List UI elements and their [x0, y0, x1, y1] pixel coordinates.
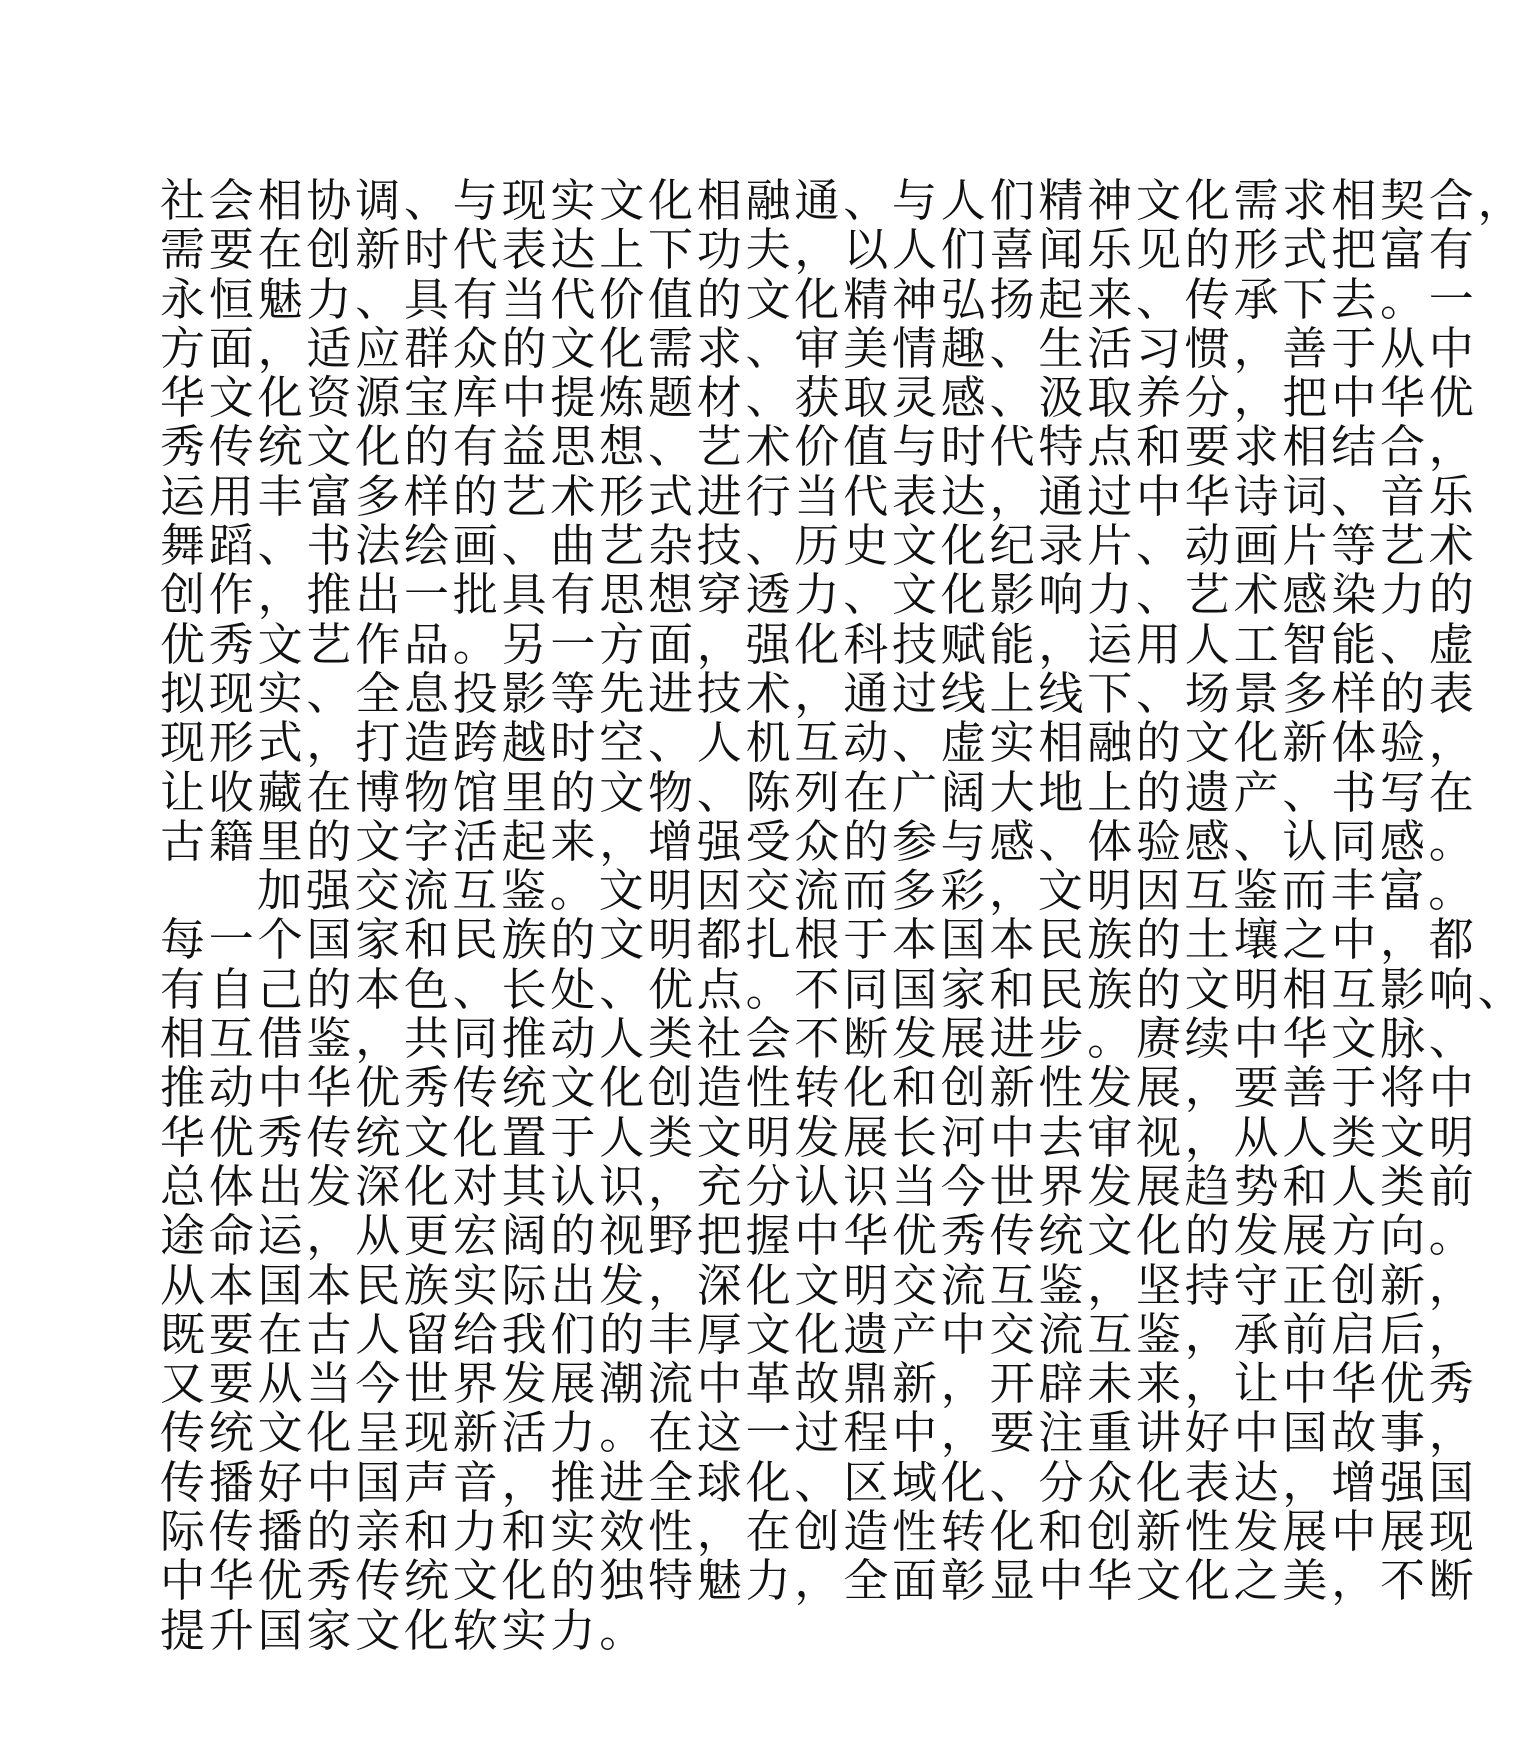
- text-line: 既要在古人留给我们的丰厚文化遗产中交流互鉴，承前启后，: [160, 1307, 1478, 1361]
- text-line: 提升国家文化软实力。: [160, 1603, 649, 1657]
- text-line: 传统文化呈现新活力。在这一过程中，要注重讲好中国故事，: [160, 1406, 1478, 1460]
- text-line: 方面，适应群众的文化需求、审美情趣、生活习惯，善于从中: [160, 321, 1478, 375]
- text-line: 从本国本民族实际出发，深化文明交流互鉴，坚持守正创新，: [160, 1258, 1478, 1312]
- text-line: 总体出发深化对其认识，充分认识当今世界发展趋势和人类前: [160, 1159, 1478, 1213]
- text-line: 优秀文艺作品。另一方面，强化科技赋能，运用人工智能、虚: [160, 617, 1478, 671]
- text-line: 运用丰富多样的艺术形式进行当代表达，通过中华诗词、音乐: [160, 469, 1478, 523]
- paragraph-1: [160, 174, 1526, 868]
- text-line: 拟现实、全息投影等先进技术，通过线上线下、场景多样的表: [160, 666, 1478, 720]
- text-line: 际传播的亲和力和实效性，在创造性转化和创新性发展中展现: [160, 1505, 1478, 1559]
- text-line: 让收藏在博物馆里的文物、陈列在广阔大地上的遗产、书写在: [160, 765, 1478, 819]
- text-line: 舞蹈、书法绘画、曲艺杂技、历史文化纪录片、动画片等艺术: [160, 519, 1478, 573]
- text-line: 中华优秀传统文化的独特魅力，全面彰显中华文化之美，不断: [160, 1554, 1478, 1608]
- text-line: 有自己的本色、长处、优点。不同国家和民族的文明相互影响、: [160, 962, 1526, 1016]
- text-line: 华文化资源宝库中提炼题材、获取灵感、汲取养分，把中华优: [160, 371, 1478, 425]
- text-line: 又要从当今世界发展潮流中革故鼎新，开辟未来，让中华优秀: [160, 1357, 1478, 1411]
- text-line: 推动中华优秀传统文化创造性转化和创新性发展，要善于将中: [160, 1061, 1478, 1115]
- text-line: 每一个国家和民族的文明都扎根于本国本民族的土壤之中，都: [160, 913, 1478, 967]
- text-line: 传播好中国声音，推进全球化、区域化、分众化表达，增强国: [160, 1455, 1478, 1509]
- text-line-indented: 加强交流互鉴。文明因交流而多彩，文明因互鉴而丰富。: [257, 864, 1478, 918]
- text-line: 秀传统文化的有益思想、艺术价值与时代特点和要求相结合，: [160, 420, 1478, 474]
- text-line: 需要在创新时代表达上下功夫，以人们喜闻乐见的形式把富有: [160, 223, 1478, 277]
- text-line: 社会相协调、与现实文化相融通、与人们精神文化需求相契合，: [160, 174, 1526, 227]
- text-line: 古籍里的文字活起来，增强受众的参与感、体验感、认同感。: [160, 814, 1478, 868]
- text-column: [160, 174, 1526, 1657]
- text-line: 途命运，从更宏阔的视野把握中华优秀传统文化的发展方向。: [160, 1209, 1478, 1263]
- paragraph-2: [160, 864, 1526, 1657]
- text-line: 创作，推出一批具有思想穿透力、文化影响力、艺术感染力的: [160, 568, 1478, 622]
- text-line: 华优秀传统文化置于人类文明发展长河中去审视，从人类文明: [160, 1110, 1478, 1164]
- text-line: 永恒魅力、具有当代价值的文化精神弘扬起来、传承下去。一: [160, 272, 1478, 326]
- text-line: 相互借鉴，共同推动人类社会不断发展进步。赓续中华文脉、: [160, 1012, 1478, 1066]
- text-line: 现形式，打造跨越时空、人机互动、虚实相融的文化新体验，: [160, 716, 1478, 770]
